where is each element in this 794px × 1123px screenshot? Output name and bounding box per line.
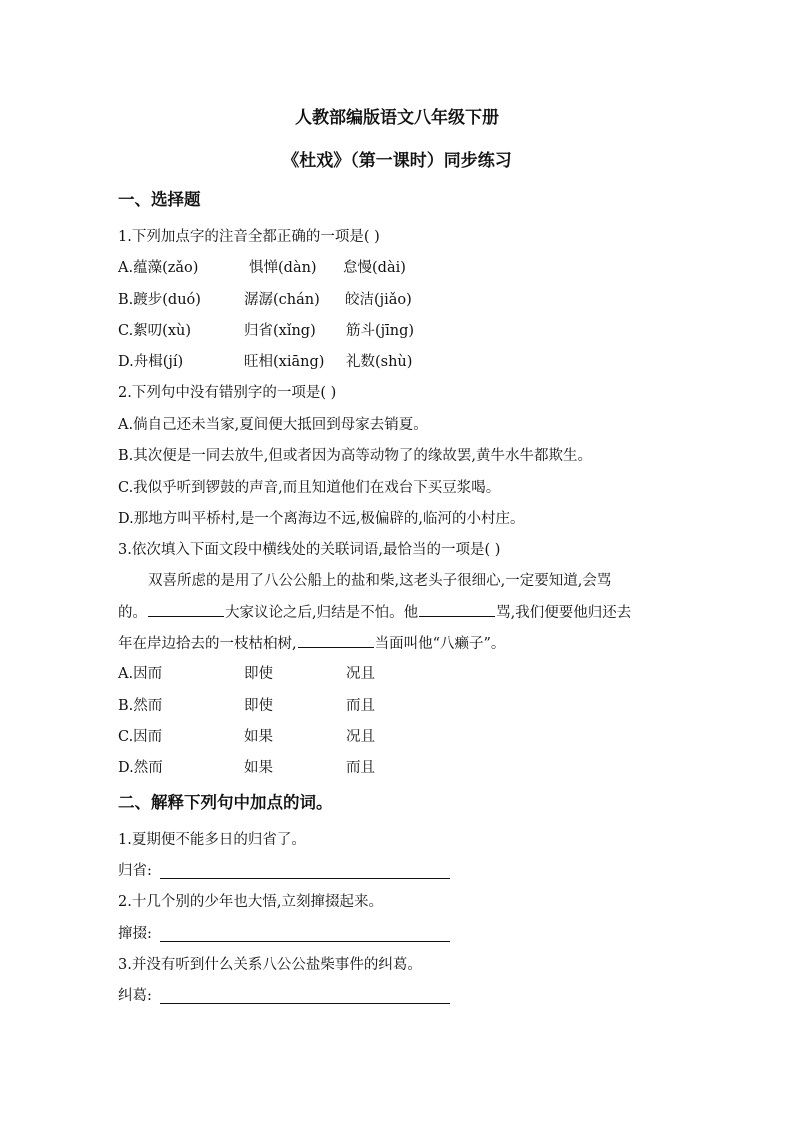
q1-option-c: C.絮叨(xù) [118,323,192,339]
q3-option-d-2: 如果 [244,760,273,776]
q3-option-a-2: 即使 [244,666,273,682]
passage-text: 大家议论之后,归结是不怕。他 [225,605,419,621]
q3-option-c-3: 况且 [346,729,375,745]
q3-passage-line-1: 双喜所虑的是用了八公公船上的盐和柴,这老头子很细心,一定要知道,会骂 [148,573,612,589]
answer-line-3[interactable] [160,1003,450,1004]
passage-text: 当面叫他“八癞子”。 [374,636,506,652]
page-subtitle: 《杜戏》（第一课时）同步练习 [282,151,512,171]
question-2-stem: 2.下列句中没有错别字的一项是( ) [118,385,337,401]
q1-option-c-3: 筋斗(jīng) [346,323,415,339]
page-title: 人教部编版语文八年级下册 [295,108,499,128]
q1-option-b-2: 潺潺(chán) [244,292,320,308]
q3-passage-line-2 [118,602,631,623]
q1-option-b-3: 皎洁(jiǎo) [345,292,412,308]
q3-option-c: C.因而 [118,729,163,745]
question-3-stem: 3.依次填入下面文段中横线处的关联词语,最恰当的一项是( ) [118,542,501,558]
q2-option-d: D.那地方叫平桥村,是一个离海边不远,极偏辟的,临河的小村庄。 [118,511,525,527]
q1-option-b: B.踱步(duó) [118,292,201,308]
q1-option-d: D.舟楫(jí) [118,354,184,370]
q1-option-a-3: 怠慢(dài) [343,260,406,276]
answer-line-2[interactable] [160,941,450,942]
q3-passage-line-3 [118,633,505,654]
answer-blank-1[interactable] [148,602,224,617]
passage-text: 骂,我们便要他归还去 [496,605,632,621]
q1-option-d-3: 礼数(shù) [346,354,413,370]
passage-text: 的。 [118,605,147,621]
q2-option-a: A.倘自己还未当家,夏间便大抵回到母家去销夏。 [118,417,428,433]
q3-option-d: D.然而 [118,760,163,776]
section-heading-choice: 一、选择题 [118,190,201,209]
q2-option-b: B.其次便是一同去放牛,但或者因为高等动物了的缘故罢,黄牛水牛都欺生。 [118,448,592,464]
q3-option-b: B.然而 [118,698,163,714]
explain-label-1: 归省: [118,863,152,879]
q3-option-b-2: 即使 [244,698,273,714]
q1-option-a-2: 惧惮(dàn) [249,260,317,276]
q3-option-a-3: 况且 [346,666,375,682]
explain-label-3: 纠葛: [118,988,152,1004]
q3-option-b-3: 而且 [346,698,375,714]
q1-option-d-2: 旺相(xiāng) [244,354,325,370]
explain-sentence-3: 3.并没有听到什么关系八公公盐柴事件的纠葛。 [118,957,422,973]
explain-sentence-2: 2.十几个别的少年也大悟,立刻撺掇起来。 [118,894,383,910]
passage-text: 年在岸边拾去的一枝枯桕树, [118,636,297,652]
explain-label-2: 撺掇: [118,926,152,942]
q3-option-a: A.因而 [118,666,163,682]
explain-sentence-1: 1.夏期便不能多日的归省了。 [118,832,306,848]
q2-option-c: C.我似乎听到锣鼓的声音,而且知道他们在戏台下买豆浆喝。 [118,480,501,496]
q1-option-a: A.蕴藻(zǎo) [118,260,199,276]
answer-blank-3[interactable] [298,633,374,648]
q3-option-c-2: 如果 [244,729,273,745]
section-heading-explain: 二、解释下列句中加点的词。 [118,793,333,812]
question-1-stem: 1.下列加点字的注音全都正确的一项是( ) [118,229,380,245]
answer-line-1[interactable] [160,878,450,879]
answer-blank-2[interactable] [419,602,495,617]
q1-option-c-2: 归省(xǐng) [244,323,316,339]
q3-option-d-3: 而且 [346,760,375,776]
